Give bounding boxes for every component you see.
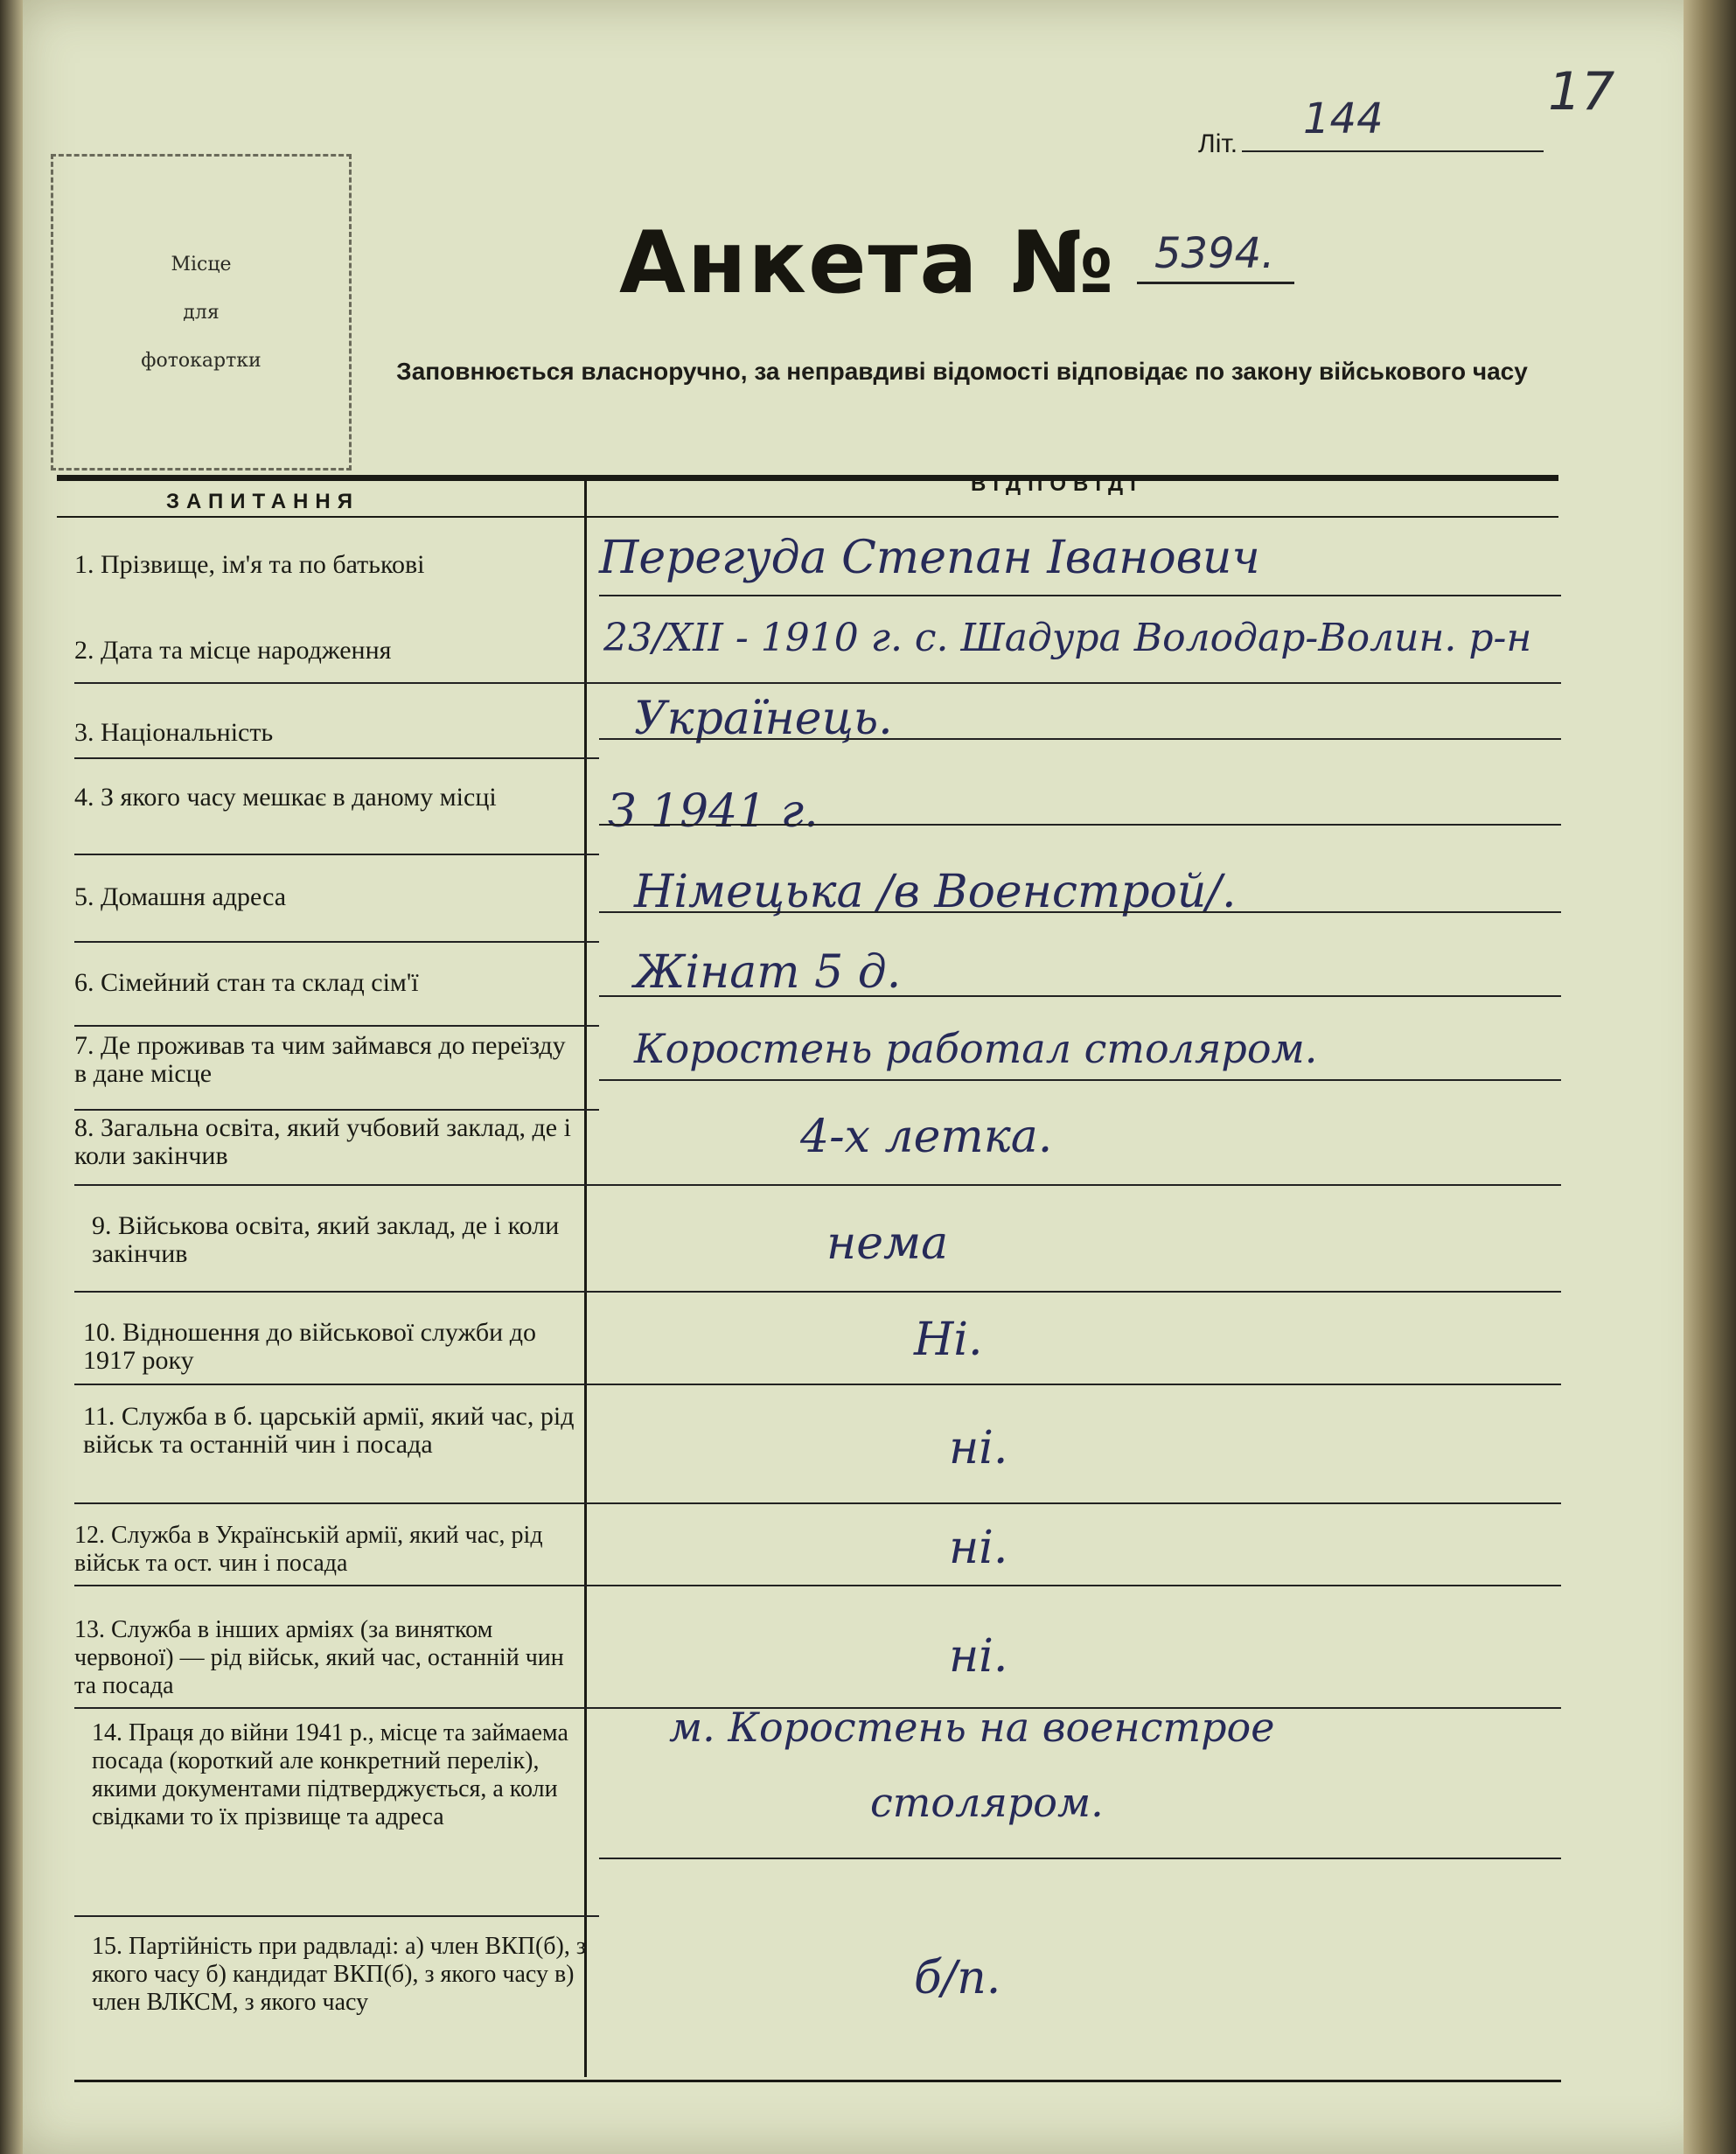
table-row — [74, 1385, 1561, 1504]
answer-line — [599, 824, 1561, 826]
question-text: 3. Національність — [74, 718, 274, 747]
question-text: 2. Дата та місце народження — [74, 636, 392, 665]
table-row — [74, 525, 1561, 596]
answer-line — [599, 1079, 1561, 1081]
table-top-rule — [57, 475, 1558, 481]
table-row — [74, 1293, 1561, 1385]
answer-text: Жінат 5 д. — [634, 946, 902, 999]
table-row — [74, 1917, 1561, 2078]
question-text: 9. Військова освіта, який заклад, де і коли закінчив — [92, 1211, 560, 1268]
question-text: 12. Служба в Українській армії, який час, рід військ та ост. чин і посада — [74, 1522, 543, 1577]
question-text: 8. Загальна освіта, який учбовий заклад, де і коли закінчив — [74, 1113, 571, 1170]
form-number: 5394. — [1154, 229, 1275, 278]
photo-label-3: фотокартки — [141, 349, 261, 372]
question-text: 10. Відношення до військової служби до 1917 року — [83, 1318, 536, 1375]
table-row — [74, 1504, 1561, 1586]
table-row — [74, 943, 1561, 1027]
answer-text: 4-х летка. — [800, 1111, 1053, 1163]
table-row — [74, 1704, 1561, 1917]
answer-text-line-2: столяром. — [870, 1779, 1104, 1826]
table-header-rule — [57, 516, 1558, 518]
answer-text: б/п. — [914, 1952, 1001, 2004]
table-bottom-rule — [74, 2080, 1561, 2082]
table-row — [74, 1186, 1561, 1293]
table-row — [74, 1111, 1561, 1186]
form-number-line — [1137, 282, 1294, 284]
question-text: 14. Праця до війни 1941 р., місце та займаема посада (короткий але конкретний перелік), якими документами підтверджується, а коли свідками то їх прізвище та адреса — [92, 1719, 568, 1830]
lit-line — [1242, 150, 1544, 152]
answer-text: Українець. — [634, 693, 893, 745]
form-subtitle: Заповнюється власноручно, за неправдиві відомості відповідає по закону військового часу — [396, 358, 1528, 385]
answer-line — [599, 1858, 1561, 1859]
question-text: 7. Де проживав та чим займався до переїзду в дане місце — [74, 1031, 566, 1088]
column-header-answer: ВІДПОВІДІ — [971, 472, 1143, 496]
table-row — [74, 596, 1561, 684]
photo-placeholder — [51, 154, 352, 471]
column-header-question: ЗАПИТАННЯ — [166, 490, 359, 513]
table-row — [74, 855, 1561, 943]
question-text: 6. Сімейний стан та склад сім'ї — [74, 968, 419, 997]
answer-line — [599, 911, 1561, 913]
answer-text: нема — [826, 1217, 949, 1270]
answer-text: ні. — [949, 1630, 1008, 1683]
answer-text: Коростень работал столяром. — [634, 1025, 1318, 1072]
question-text: 11. Служба в б. царській армії, який час, рід військ та останній чин і посада — [83, 1402, 575, 1459]
lit-value: 144 — [1303, 94, 1384, 143]
form-title: Анкета № — [619, 213, 1116, 313]
answer-text: Ні. — [914, 1314, 983, 1366]
table-row — [74, 759, 1561, 855]
question-text: 15. Партійність при радвладі: а) член ВКП(б), з якого часу б) кандидат ВКП(б), з якого часу в) член ВЛКСМ, з якого часу — [92, 1933, 586, 2016]
table-row — [74, 1027, 1561, 1111]
photo-label-1: Місце — [171, 253, 232, 275]
answer-line — [599, 995, 1561, 997]
table-row — [74, 684, 1561, 759]
answer-text: 23/XII - 1910 г. с. Шадура Володар-Волин. р-н — [603, 616, 1532, 660]
corner-page-number: 17 — [1548, 61, 1615, 122]
photo-label-2: для — [183, 301, 220, 324]
left-edge-shadow — [0, 0, 23, 2154]
question-text: 5. Домашня адреса — [74, 882, 287, 911]
answer-text: Перегуда Степан Іванович — [599, 532, 1260, 584]
question-text: 4. З якого часу мешкає в даному місці — [74, 783, 497, 812]
answer-text: З 1941 г. — [608, 785, 819, 838]
answer-text: ні. — [949, 1422, 1008, 1474]
table-row — [74, 1586, 1561, 1709]
answer-text: м. Коростень на военстрое — [669, 1704, 1275, 1751]
question-text: 13. Служба в інших арміях (за винятком червоної) — рід військ, який час, останній чин та посада — [74, 1616, 564, 1699]
answer-text: ні. — [949, 1522, 1008, 1574]
question-text: 1. Прізвище, ім'я та по батькові — [74, 550, 425, 579]
lit-label: Літ. — [1198, 129, 1238, 158]
answer-line — [599, 738, 1561, 740]
right-edge-shadow — [1684, 0, 1736, 2154]
answer-text: Німецька /в Военстрой/. — [634, 866, 1237, 918]
